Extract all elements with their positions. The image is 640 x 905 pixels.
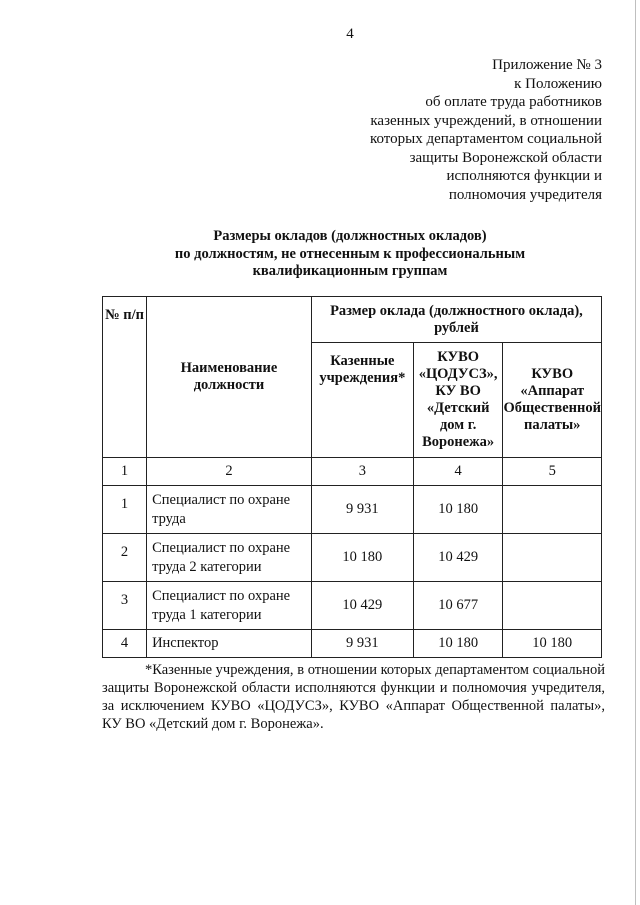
header-name: Наименование должности <box>147 297 312 458</box>
row-col5: 10 180 <box>503 630 602 658</box>
header-col3: Казенные учреждения* <box>311 343 413 458</box>
row-name: Специалист по охране труда 2 категории <box>147 534 312 582</box>
row-col5 <box>503 534 602 582</box>
row-col5 <box>503 582 602 630</box>
annex-line: об оплате труда работников <box>425 94 602 110</box>
row-name: Специалист по охране труда <box>147 486 312 534</box>
title-line: по должностям, не отнесенным к профессиональным <box>174 245 526 262</box>
scan-edge <box>635 0 636 905</box>
row-col4: 10 677 <box>413 582 503 630</box>
title-line: квалификационным группам <box>252 263 448 279</box>
row-col3: 10 429 <box>311 582 413 630</box>
row-col3: 9 931 <box>311 486 413 534</box>
header-num: № п/п <box>103 297 147 458</box>
table-row <box>103 582 602 630</box>
row-col4: 10 429 <box>413 534 503 582</box>
table-row <box>103 486 602 534</box>
index-row <box>103 458 602 486</box>
footnote-text: *Казенные учреждения, в отношении которых департаментом социальной защиты Воронежской области исполняются функции и полномочия учредителя, за исключением КУВО «ЦОДУСЗ», КУВО «Аппарат Общественной палаты», КУ ВО «Детский дом г. Воронежа». <box>102 662 605 732</box>
table-row <box>103 534 602 582</box>
table-row <box>103 630 602 658</box>
index-cell: 5 <box>503 458 602 486</box>
page-number: 4 <box>346 26 354 42</box>
row-num: 4 <box>103 630 147 658</box>
annex-line: полномочия учредителя <box>448 186 602 203</box>
header-salary-group: Размер оклада (должностного оклада), рублей <box>311 297 601 343</box>
row-num: 2 <box>103 534 147 582</box>
annex-line: казенных учреждений, в отношении <box>370 112 602 129</box>
row-col5 <box>503 486 602 534</box>
row-col4: 10 180 <box>413 630 503 658</box>
annex-line: защиты Воронежской области <box>409 149 602 166</box>
header-col4: КУВО «ЦОДУСЗ», КУ ВО «Детский дом г. Воронежа» <box>413 343 503 458</box>
row-name: Специалист по охране труда 1 категории <box>147 582 312 630</box>
annex-line: исполняются функции и <box>446 168 602 184</box>
row-col3: 10 180 <box>311 534 413 582</box>
row-col4: 10 180 <box>413 486 503 534</box>
footnote <box>102 661 605 733</box>
header-col5: КУВО «Аппарат Общественной палаты» <box>503 343 602 458</box>
document-title <box>0 228 640 281</box>
row-num: 1 <box>103 486 147 534</box>
row-num: 3 <box>103 582 147 630</box>
annex-header <box>370 56 602 204</box>
title-line: Размеры окладов (должностных окладов) <box>213 228 487 244</box>
row-name: Инспектор <box>147 630 312 658</box>
annex-line: Приложение № 3 <box>492 57 602 73</box>
index-cell: 3 <box>311 458 413 486</box>
index-cell: 2 <box>147 458 312 486</box>
index-cell: 4 <box>413 458 503 486</box>
index-cell: 1 <box>103 458 147 486</box>
annex-line: которых департаментом социальной <box>369 131 602 147</box>
row-col3: 9 931 <box>311 630 413 658</box>
annex-line: к Положению <box>514 75 602 92</box>
salary-table <box>102 296 602 658</box>
